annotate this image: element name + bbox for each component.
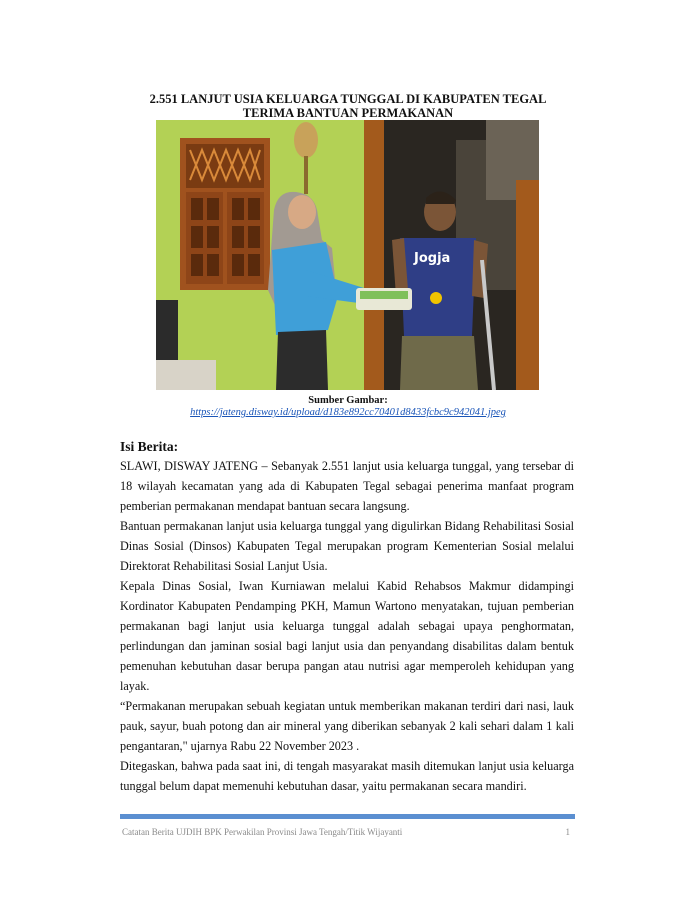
section-heading: Isi Berita:	[120, 439, 179, 454]
article-body	[120, 456, 574, 796]
paragraph-1: SLAWI, DISWAY JATENG – Sebanyak 2.551 lanjut usia keluarga tunggal, yang tersebar di 18 wilayah kecamatan yang ada di Kabupaten Tegal sebagai penerima manfaat program pemberian permakanan mendapat bantuan secara langsung.	[120, 459, 574, 513]
footer-text: Catatan Berita UJDIH BPK Perwakilan Provinsi Jawa Tengah/Titik Wijayanti	[122, 827, 403, 837]
page-footer	[122, 827, 574, 837]
paragraph-3: Kepala Dinas Sosial, Iwan Kurniawan melalui Kabid Rehabsos Makmur didampingi Kordinator Kabupaten Pendamping PKH, Mamun Wartono menyatakan, tujuan pemberian permakanan bagi lanjut usia keluarga tunggal adalah sebagai upaya penghormatan, perlindungan dan jaminan sosial bagi lanjut usia dan penyandang disabilitas dalam bentuk pemenuhan kebutuhan dasar berupa pangan atau nutrisi agar memperoleh kehidupan yang layak.	[120, 579, 574, 693]
paragraph-2: Bantuan permakanan lanjut usia keluarga tunggal yang digulirkan Bidang Rehabilitasi Sosial Dinas Sosial (Dinsos) Kabupaten Tegal merupakan program Kementerian Sosial melalui Direktorat Rehabilitasi Sosial Lanjut Usia.	[120, 519, 574, 573]
shirt-text: Jogja	[414, 251, 451, 266]
image-source-link[interactable]: https://jateng.disway.id/upload/d183e892cc70401d8433fcbc9c942041.jpeg	[190, 407, 506, 418]
article-title	[0, 92, 696, 120]
paragraph-4: “Permakanan merupakan sebuah kegiatan untuk memberikan makanan terdiri dari nasi, lauk pauk, sayur, buah potong dan air mineral yang diberikan sebanyak 2 kali sehari dalam 1 kali pengantaran," ujarnya Rabu 22 November 2023 .	[120, 699, 574, 753]
news-photo	[156, 120, 539, 390]
title-line-1: 2.551 LANJUT USIA KELUARGA TUNGGAL DI KABUPATEN TEGAL	[149, 92, 547, 106]
paragraph-5: Ditegaskan, bahwa pada saat ini, di tengah masyarakat masih ditemukan lanjut usia keluarga tunggal belum dapat memenuhi kebutuhan dasar, yaitu permakanan secara mandiri.	[120, 759, 574, 793]
page-number: 1	[565, 827, 570, 837]
image-caption-label: Sumber Gambar:	[308, 395, 388, 406]
title-line-2: TERIMA BANTUAN PERMAKANAN	[242, 106, 454, 120]
footer-divider	[120, 814, 575, 819]
